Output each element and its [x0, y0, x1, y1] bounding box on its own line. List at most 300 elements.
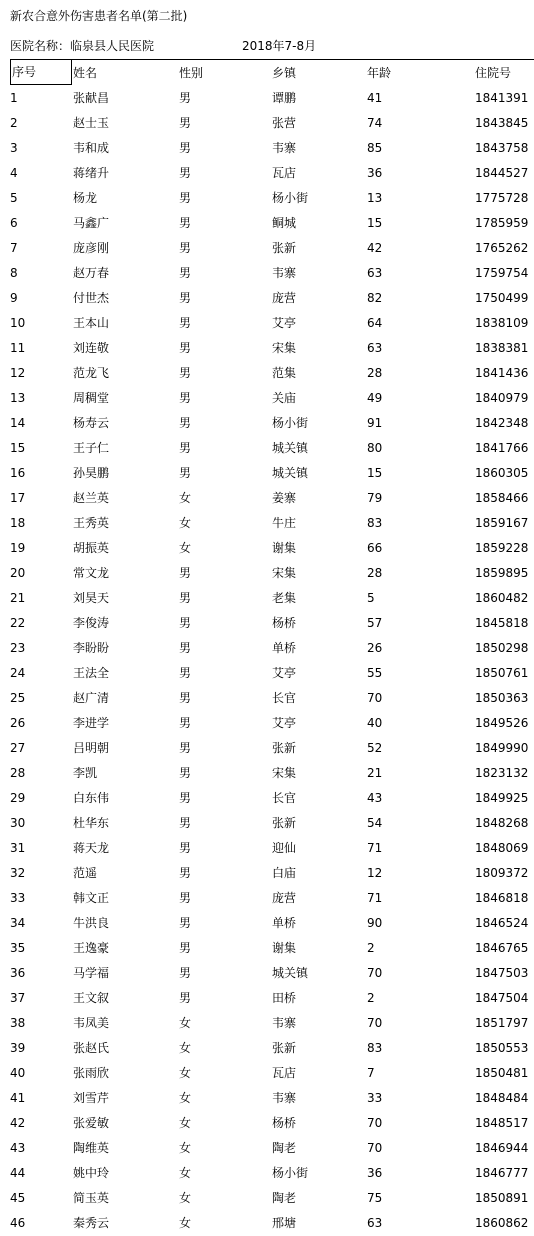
- cell-town: 白庙: [272, 866, 297, 880]
- cell-town: 艾亭: [272, 716, 297, 730]
- cell-town: 陶老: [272, 1191, 297, 1205]
- cell-sex: 男: [179, 441, 192, 455]
- cell-inpatient-no: 1850363: [475, 691, 529, 705]
- cell-no: 26: [10, 716, 26, 730]
- cell-sex: 女: [179, 1166, 192, 1180]
- cell-name: 胡振英: [73, 541, 110, 555]
- cell-name: 韦凤美: [73, 1016, 110, 1030]
- cell-inpatient-no: 1860305: [475, 466, 529, 480]
- cell-inpatient-no: 1841391: [475, 91, 529, 105]
- cell-inpatient-no: 1809372: [475, 866, 529, 880]
- cell-no: 45: [10, 1191, 26, 1205]
- cell-sex: 男: [179, 216, 192, 230]
- cell-name: 范龙飞: [73, 366, 110, 380]
- table-row: [10, 961, 534, 986]
- cell-sex: 男: [179, 641, 192, 655]
- cell-town: 艾亭: [272, 666, 297, 680]
- cell-sex: 男: [179, 266, 192, 280]
- table-row: [10, 861, 534, 886]
- table-row: [10, 836, 534, 861]
- cell-sex: 男: [179, 816, 192, 830]
- cell-inpatient-no: 1765262: [475, 241, 529, 255]
- cell-name: 赵兰英: [73, 491, 110, 505]
- cell-town: 张新: [272, 1041, 297, 1055]
- cell-inpatient-no: 1858466: [475, 491, 529, 505]
- cell-inpatient-no: 1785959: [475, 216, 529, 230]
- cell-name: 付世杰: [73, 291, 110, 305]
- cell-no: 19: [10, 541, 26, 555]
- cell-town: 范集: [272, 366, 297, 380]
- cell-sex: 男: [179, 291, 192, 305]
- cell-sex: 女: [179, 1016, 192, 1030]
- cell-no: 32: [10, 866, 26, 880]
- hospital-info: [10, 38, 530, 54]
- table-row: [10, 311, 534, 336]
- cell-sex: 男: [179, 466, 192, 480]
- cell-age: 70: [367, 1141, 383, 1155]
- cell-town: 老集: [272, 591, 297, 605]
- table-row: [10, 1186, 534, 1211]
- cell-inpatient-no: 1846524: [475, 916, 529, 930]
- cell-no: 20: [10, 566, 26, 580]
- cell-age: 71: [367, 891, 383, 905]
- cell-town: 单桥: [272, 916, 297, 930]
- table-row: [10, 411, 534, 436]
- cell-sex: 女: [179, 1141, 192, 1155]
- cell-age: 43: [367, 791, 383, 805]
- cell-inpatient-no: 1750499: [475, 291, 529, 305]
- table-row: [10, 461, 534, 486]
- cell-sex: 女: [179, 516, 192, 530]
- header-sex: 性别: [179, 66, 204, 80]
- cell-sex: 男: [179, 341, 192, 355]
- cell-no: 39: [10, 1041, 26, 1055]
- cell-inpatient-no: 1850298: [475, 641, 529, 655]
- table-row: [10, 186, 534, 211]
- table-row: [10, 436, 534, 461]
- cell-sex: 男: [179, 716, 192, 730]
- cell-age: 63: [367, 341, 383, 355]
- cell-inpatient-no: 1823132: [475, 766, 529, 780]
- cell-town: 杨小街: [272, 416, 309, 430]
- cell-no: 46: [10, 1216, 26, 1230]
- cell-no: 7: [10, 241, 18, 255]
- cell-no: 13: [10, 391, 26, 405]
- cell-name: 刘昊天: [73, 591, 110, 605]
- cell-age: 70: [367, 966, 383, 980]
- cell-town: 韦寨: [272, 141, 297, 155]
- cell-town: 宋集: [272, 566, 297, 580]
- cell-no: 17: [10, 491, 26, 505]
- cell-sex: 男: [179, 966, 192, 980]
- table-row: [10, 111, 534, 136]
- header-no[interactable]: 序号: [10, 60, 72, 85]
- table-row: [10, 711, 534, 736]
- cell-name: 赵万春: [73, 266, 110, 280]
- cell-sex: 男: [179, 391, 192, 405]
- cell-age: 54: [367, 816, 383, 830]
- header-town: 乡镇: [272, 66, 297, 80]
- cell-name: 刘雪芹: [73, 1091, 110, 1105]
- cell-no: 40: [10, 1066, 26, 1080]
- cell-name: 吕明朝: [73, 741, 110, 755]
- cell-no: 24: [10, 666, 26, 680]
- cell-inpatient-no: 1859228: [475, 541, 529, 555]
- table-row: [10, 536, 534, 561]
- cell-inpatient-no: 1860862: [475, 1216, 529, 1230]
- cell-inpatient-no: 1846944: [475, 1141, 529, 1155]
- cell-inpatient-no: 1850481: [475, 1066, 529, 1080]
- cell-inpatient-no: 1859167: [475, 516, 529, 530]
- cell-no: 18: [10, 516, 26, 530]
- cell-inpatient-no: 1838381: [475, 341, 529, 355]
- cell-age: 28: [367, 566, 383, 580]
- cell-no: 37: [10, 991, 26, 1005]
- cell-no: 11: [10, 341, 26, 355]
- cell-no: 35: [10, 941, 26, 955]
- cell-sex: 男: [179, 941, 192, 955]
- cell-age: 28: [367, 366, 383, 380]
- table-row: [10, 236, 534, 261]
- cell-name: 杜华东: [73, 816, 110, 830]
- cell-inpatient-no: 1843845: [475, 116, 529, 130]
- cell-town: 城关镇: [272, 466, 309, 480]
- cell-town: 长官: [272, 691, 297, 705]
- cell-age: 40: [367, 716, 383, 730]
- cell-town: 谢集: [272, 541, 297, 555]
- table-row: [10, 511, 534, 536]
- cell-name: 赵广清: [73, 691, 110, 705]
- table-row: [10, 936, 534, 961]
- cell-name: 牛洪良: [73, 916, 110, 930]
- cell-town: 韦寨: [272, 1016, 297, 1030]
- cell-town: 关庙: [272, 391, 297, 405]
- cell-no: 22: [10, 616, 26, 630]
- cell-inpatient-no: 1850891: [475, 1191, 529, 1205]
- table-header-row: [10, 60, 534, 86]
- cell-no: 31: [10, 841, 26, 855]
- cell-inpatient-no: 1846777: [475, 1166, 529, 1180]
- table-row: [10, 386, 534, 411]
- cell-age: 57: [367, 616, 383, 630]
- cell-town: 牛庄: [272, 516, 297, 530]
- table-row: [10, 636, 534, 661]
- table-row: [10, 686, 534, 711]
- cell-age: 91: [367, 416, 383, 430]
- cell-town: 城关镇: [272, 441, 309, 455]
- cell-sex: 男: [179, 591, 192, 605]
- cell-inpatient-no: 1848268: [475, 816, 529, 830]
- cell-no: 8: [10, 266, 18, 280]
- cell-no: 25: [10, 691, 26, 705]
- cell-inpatient-no: 1848069: [475, 841, 529, 855]
- table-row: [10, 811, 534, 836]
- cell-town: 张新: [272, 816, 297, 830]
- patient-table: [10, 59, 534, 1236]
- cell-sex: 女: [179, 1216, 192, 1230]
- table-row: [10, 336, 534, 361]
- cell-age: 55: [367, 666, 383, 680]
- cell-town: 庞营: [272, 291, 297, 305]
- cell-inpatient-no: 1850553: [475, 1041, 529, 1055]
- table-row: [10, 1061, 534, 1086]
- cell-sex: 男: [179, 366, 192, 380]
- cell-town: 邢塘: [272, 1216, 297, 1230]
- table-row: [10, 586, 534, 611]
- table-row: [10, 1136, 534, 1161]
- cell-no: 38: [10, 1016, 26, 1030]
- cell-no: 34: [10, 916, 26, 930]
- cell-age: 66: [367, 541, 383, 555]
- cell-sex: 男: [179, 891, 192, 905]
- cell-name: 庞彦刚: [73, 241, 110, 255]
- cell-name: 陶维英: [73, 1141, 110, 1155]
- cell-name: 杨龙: [73, 191, 98, 205]
- cell-town: 杨桥: [272, 1116, 297, 1130]
- cell-sex: 女: [179, 1066, 192, 1080]
- cell-name: 王法全: [73, 666, 110, 680]
- cell-age: 52: [367, 741, 383, 755]
- cell-town: 杨小街: [272, 1166, 309, 1180]
- cell-no: 16: [10, 466, 26, 480]
- cell-name: 常文龙: [73, 566, 110, 580]
- cell-no: 14: [10, 416, 26, 430]
- table-row: [10, 161, 534, 186]
- cell-sex: 男: [179, 616, 192, 630]
- cell-name: 李进学: [73, 716, 110, 730]
- cell-name: 李俊涛: [73, 616, 110, 630]
- cell-sex: 男: [179, 91, 192, 105]
- cell-inpatient-no: 1841766: [475, 441, 529, 455]
- cell-sex: 男: [179, 191, 192, 205]
- cell-name: 韦和成: [73, 141, 110, 155]
- table-row: [10, 1011, 534, 1036]
- cell-sex: 女: [179, 1091, 192, 1105]
- cell-no: 42: [10, 1116, 26, 1130]
- cell-name: 王子仁: [73, 441, 110, 455]
- table-row: [10, 86, 534, 111]
- cell-inpatient-no: 1846765: [475, 941, 529, 955]
- cell-sex: 女: [179, 1041, 192, 1055]
- header-inpatient-no: 住院号: [475, 66, 512, 80]
- cell-name: 简玉英: [73, 1191, 110, 1205]
- report-period: 2018年7-8月: [242, 39, 317, 53]
- cell-inpatient-no: 1848484: [475, 1091, 529, 1105]
- cell-age: 21: [367, 766, 383, 780]
- cell-name: 蒋天龙: [73, 841, 110, 855]
- cell-age: 13: [367, 191, 383, 205]
- cell-no: 44: [10, 1166, 26, 1180]
- cell-name: 周稠堂: [73, 391, 110, 405]
- cell-no: 36: [10, 966, 26, 980]
- table-row: [10, 211, 534, 236]
- cell-no: 28: [10, 766, 26, 780]
- cell-no: 3: [10, 141, 18, 155]
- cell-sex: 男: [179, 241, 192, 255]
- cell-no: 23: [10, 641, 26, 655]
- cell-town: 瓦店: [272, 1066, 297, 1080]
- cell-sex: 男: [179, 791, 192, 805]
- cell-no: 15: [10, 441, 26, 455]
- cell-inpatient-no: 1845818: [475, 616, 529, 630]
- cell-age: 15: [367, 466, 383, 480]
- cell-name: 杨寿云: [73, 416, 110, 430]
- cell-no: 29: [10, 791, 26, 805]
- cell-age: 90: [367, 916, 383, 930]
- cell-age: 70: [367, 1016, 383, 1030]
- cell-name: 王文叙: [73, 991, 110, 1005]
- cell-town: 田桥: [272, 991, 297, 1005]
- cell-age: 64: [367, 316, 383, 330]
- cell-sex: 男: [179, 666, 192, 680]
- cell-name: 马学福: [73, 966, 110, 980]
- cell-age: 33: [367, 1091, 383, 1105]
- cell-no: 6: [10, 216, 18, 230]
- cell-name: 韩文正: [73, 891, 110, 905]
- cell-name: 王逸豪: [73, 941, 110, 955]
- table-row: [10, 1161, 534, 1186]
- cell-inpatient-no: 1860482: [475, 591, 529, 605]
- cell-sex: 男: [179, 841, 192, 855]
- cell-sex: 男: [179, 141, 192, 155]
- cell-age: 79: [367, 491, 383, 505]
- cell-age: 85: [367, 141, 383, 155]
- cell-town: 宋集: [272, 341, 297, 355]
- table-row: [10, 886, 534, 911]
- cell-inpatient-no: 1838109: [475, 316, 529, 330]
- cell-inpatient-no: 1849990: [475, 741, 529, 755]
- cell-town: 庞营: [272, 891, 297, 905]
- cell-name: 张献昌: [73, 91, 110, 105]
- cell-no: 43: [10, 1141, 26, 1155]
- table-row: [10, 361, 534, 386]
- cell-sex: 男: [179, 766, 192, 780]
- cell-name: 李盼盼: [73, 641, 110, 655]
- cell-inpatient-no: 1859895: [475, 566, 529, 580]
- cell-town: 艾亭: [272, 316, 297, 330]
- cell-name: 秦秀云: [73, 1216, 110, 1230]
- cell-sex: 男: [179, 416, 192, 430]
- cell-sex: 女: [179, 1191, 192, 1205]
- cell-no: 21: [10, 591, 26, 605]
- table-row: [10, 136, 534, 161]
- cell-town: 长官: [272, 791, 297, 805]
- cell-town: 谢集: [272, 941, 297, 955]
- cell-inpatient-no: 1842348: [475, 416, 529, 430]
- cell-name: 姚中玲: [73, 1166, 110, 1180]
- cell-name: 蒋绪升: [73, 166, 110, 180]
- cell-name: 李凯: [73, 766, 98, 780]
- cell-name: 赵士玉: [73, 116, 110, 130]
- cell-age: 71: [367, 841, 383, 855]
- cell-age: 5: [367, 591, 375, 605]
- cell-age: 7: [367, 1066, 375, 1080]
- table-body: [10, 86, 534, 1236]
- cell-name: 刘连敬: [73, 341, 110, 355]
- table-row: [10, 786, 534, 811]
- table-row: [10, 736, 534, 761]
- cell-town: 单桥: [272, 641, 297, 655]
- cell-inpatient-no: 1850761: [475, 666, 529, 680]
- table-row: [10, 986, 534, 1011]
- cell-no: 2: [10, 116, 18, 130]
- cell-sex: 男: [179, 116, 192, 130]
- cell-age: 83: [367, 1041, 383, 1055]
- cell-inpatient-no: 1843758: [475, 141, 529, 155]
- cell-town: 城关镇: [272, 966, 309, 980]
- cell-sex: 男: [179, 916, 192, 930]
- cell-age: 26: [367, 641, 383, 655]
- cell-age: 49: [367, 391, 383, 405]
- table-row: [10, 1111, 534, 1136]
- cell-sex: 男: [179, 566, 192, 580]
- cell-name: 王本山: [73, 316, 110, 330]
- cell-name: 王秀英: [73, 516, 110, 530]
- cell-town: 韦寨: [272, 1091, 297, 1105]
- table-row: [10, 486, 534, 511]
- cell-no: 33: [10, 891, 26, 905]
- cell-town: 鲖城: [272, 216, 297, 230]
- document-title: 新农合意外伤害患者名单(第二批): [10, 9, 188, 23]
- table-row: [10, 911, 534, 936]
- cell-sex: 男: [179, 316, 192, 330]
- cell-no: 30: [10, 816, 26, 830]
- cell-age: 12: [367, 866, 383, 880]
- cell-inpatient-no: 1847504: [475, 991, 529, 1005]
- cell-age: 42: [367, 241, 383, 255]
- cell-no: 1: [10, 91, 18, 105]
- table-row: [10, 1036, 534, 1061]
- cell-town: 韦寨: [272, 266, 297, 280]
- cell-town: 姜寨: [272, 491, 297, 505]
- cell-town: 瓦店: [272, 166, 297, 180]
- cell-age: 63: [367, 266, 383, 280]
- cell-name: 孙昊鹏: [73, 466, 110, 480]
- cell-name: 张爱敏: [73, 1116, 110, 1130]
- cell-town: 陶老: [272, 1141, 297, 1155]
- cell-inpatient-no: 1841436: [475, 366, 529, 380]
- cell-town: 杨小街: [272, 191, 309, 205]
- table-row: [10, 286, 534, 311]
- cell-inpatient-no: 1849925: [475, 791, 529, 805]
- cell-age: 36: [367, 1166, 383, 1180]
- cell-town: 杨桥: [272, 616, 297, 630]
- cell-name: 张赵氏: [73, 1041, 110, 1055]
- cell-inpatient-no: 1851797: [475, 1016, 529, 1030]
- cell-sex: 男: [179, 991, 192, 1005]
- cell-inpatient-no: 1844527: [475, 166, 529, 180]
- cell-no: 10: [10, 316, 26, 330]
- cell-sex: 女: [179, 491, 192, 505]
- cell-age: 15: [367, 216, 383, 230]
- cell-no: 12: [10, 366, 26, 380]
- cell-town: 张新: [272, 741, 297, 755]
- cell-name: 张雨欣: [73, 1066, 110, 1080]
- cell-age: 70: [367, 1116, 383, 1130]
- cell-sex: 女: [179, 1116, 192, 1130]
- cell-inpatient-no: 1847503: [475, 966, 529, 980]
- cell-no: 41: [10, 1091, 26, 1105]
- cell-age: 75: [367, 1191, 383, 1205]
- table-row: [10, 261, 534, 286]
- cell-age: 41: [367, 91, 383, 105]
- cell-name: 白东伟: [73, 791, 110, 805]
- table-row: [10, 1086, 534, 1111]
- cell-town: 谭鹏: [272, 91, 297, 105]
- cell-age: 83: [367, 516, 383, 530]
- cell-inpatient-no: 1849526: [475, 716, 529, 730]
- cell-inpatient-no: 1848517: [475, 1116, 529, 1130]
